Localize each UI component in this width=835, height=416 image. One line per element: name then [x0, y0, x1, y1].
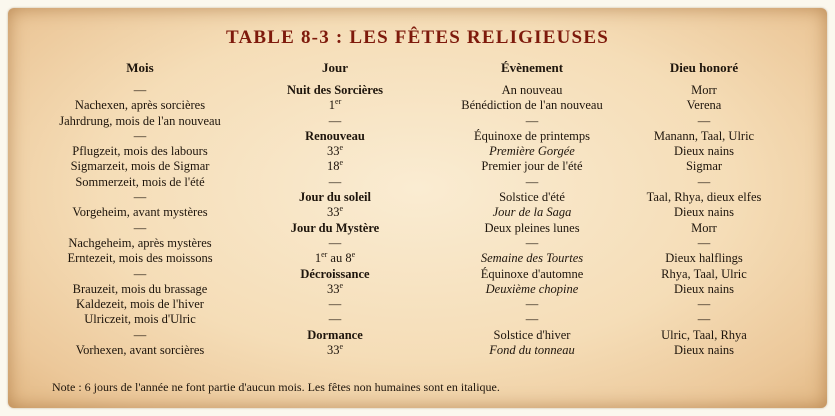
cell-evenement: Deuxième chopine — [485, 281, 579, 296]
cell-evenement: Équinoxe d'automne — [480, 266, 584, 281]
cell-dieu: Dieux halflings — [665, 251, 743, 266]
cell-mois: — — [133, 266, 147, 281]
cell-jour: 33e — [326, 143, 344, 159]
cell-jour: Jour du soleil — [298, 190, 371, 205]
cell-dieu: Verena — [686, 98, 722, 113]
cell-evenement: — — [525, 312, 539, 327]
cell-dieu: Sigmar — [685, 159, 723, 174]
cell-dieu: — — [697, 235, 711, 250]
cell-mois: Vorhexen, avant sorcières — [75, 343, 205, 358]
cell-mois: — — [133, 220, 147, 235]
cell-jour: — — [328, 113, 342, 128]
cell-evenement: An nouveau — [501, 83, 563, 97]
cell-dieu: — — [697, 297, 711, 312]
cell-evenement: — — [525, 174, 539, 189]
column-dieu — [614, 83, 794, 358]
cell-evenement: Solstice d'été — [499, 190, 565, 205]
cell-mois: Nachgeheim, après mystères — [68, 235, 212, 250]
table-title: TABLE 8-3 : LES FÊTES RELIGIEUSES — [226, 27, 609, 48]
cell-dieu: — — [697, 312, 711, 327]
cell-mois: Erntezeit, mois des moissons — [67, 251, 213, 266]
cell-dieu: Ulric, Taal, Rhya — [661, 327, 747, 342]
cell-dieu: Dieux nains — [673, 281, 735, 296]
cell-mois: Nachexen, après sorcières — [74, 98, 206, 113]
cell-dieu: Morr — [691, 220, 717, 235]
cell-evenement: Bénédiction de l'an nouveau — [461, 98, 603, 113]
cell-evenement: Jour de la Saga — [492, 205, 572, 220]
cell-evenement: — — [525, 113, 539, 128]
header-evenement: Évènement — [500, 60, 564, 75]
cell-mois: Brauzeit, mois du brassage — [72, 281, 208, 296]
cell-jour: Décroissance — [300, 266, 370, 281]
column-mois — [40, 83, 240, 358]
cell-dieu: Taal, Rhya, dieux elfes — [646, 190, 762, 205]
cell-jour: — — [328, 235, 342, 250]
cell-mois: — — [133, 327, 147, 342]
cell-evenement: Première Gorgée — [489, 144, 575, 159]
header-mois: Mois — [126, 60, 154, 75]
cell-jour: 18e — [326, 158, 344, 174]
cell-mois: Sigmarzeit, mois de Sigmar — [70, 159, 210, 174]
cell-dieu: Dieux nains — [673, 144, 735, 159]
header-dieu: Dieu honoré — [669, 60, 739, 75]
cell-jour: 33e — [326, 204, 344, 220]
cell-mois: — — [133, 83, 147, 97]
cell-dieu: Manann, Taal, Ulric — [653, 128, 755, 143]
cell-dieu: Dieux nains — [673, 343, 735, 358]
cell-dieu: Rhya, Taal, Ulric — [661, 266, 747, 281]
column-evenement — [432, 83, 632, 358]
cell-evenement: Premier jour de l'été — [481, 159, 583, 174]
cell-mois: — — [133, 190, 147, 205]
cell-jour: 1er — [328, 97, 342, 113]
cell-jour: Dormance — [307, 327, 363, 342]
header-jour: Jour — [322, 60, 348, 75]
cell-mois: Vorgeheim, avant mystères — [72, 205, 208, 220]
cell-dieu: Dieux nains — [673, 205, 735, 220]
cell-jour: 33e — [326, 280, 344, 296]
cell-evenement: Solstice d'hiver — [493, 327, 571, 342]
cell-jour: 1er au 8e — [314, 250, 356, 266]
cell-jour: Jour du Mystère — [290, 220, 380, 235]
cell-evenement: Fond du tonneau — [489, 343, 575, 358]
cell-jour: — — [328, 312, 342, 327]
cell-evenement: — — [525, 297, 539, 312]
cell-evenement: Semaine des Tourtes — [480, 251, 584, 266]
column-jour — [260, 83, 410, 358]
cell-mois: Kaldezeit, mois de l'hiver — [76, 297, 204, 312]
cell-mois: — — [133, 128, 147, 143]
cell-dieu: — — [697, 174, 711, 189]
cell-dieu: — — [697, 113, 711, 128]
cell-evenement: Deux pleines lunes — [484, 220, 580, 235]
cell-jour: 33e — [326, 341, 344, 358]
cell-dieu: Morr — [691, 83, 717, 97]
cell-evenement: Équinoxe de printemps — [474, 128, 590, 143]
cell-jour: — — [328, 174, 342, 189]
cell-jour: Renouveau — [305, 128, 365, 143]
cell-evenement: — — [525, 235, 539, 250]
table-note: Note : 6 jours de l'année ne font partie d'aucun mois. Les fêtes non humaines sont en italique. — [52, 380, 500, 394]
cell-jour: Nuit des Sorcières — [286, 83, 384, 97]
cell-mois: Pflugzeit, mois des labours — [72, 144, 208, 159]
cell-mois: Jahrdrung, mois de l'an nouveau — [59, 113, 221, 128]
cell-mois: Sommerzeit, mois de l'été — [75, 174, 205, 189]
cell-mois: Ulriczeit, mois d'Ulric — [84, 312, 196, 327]
cell-jour: — — [328, 297, 342, 312]
